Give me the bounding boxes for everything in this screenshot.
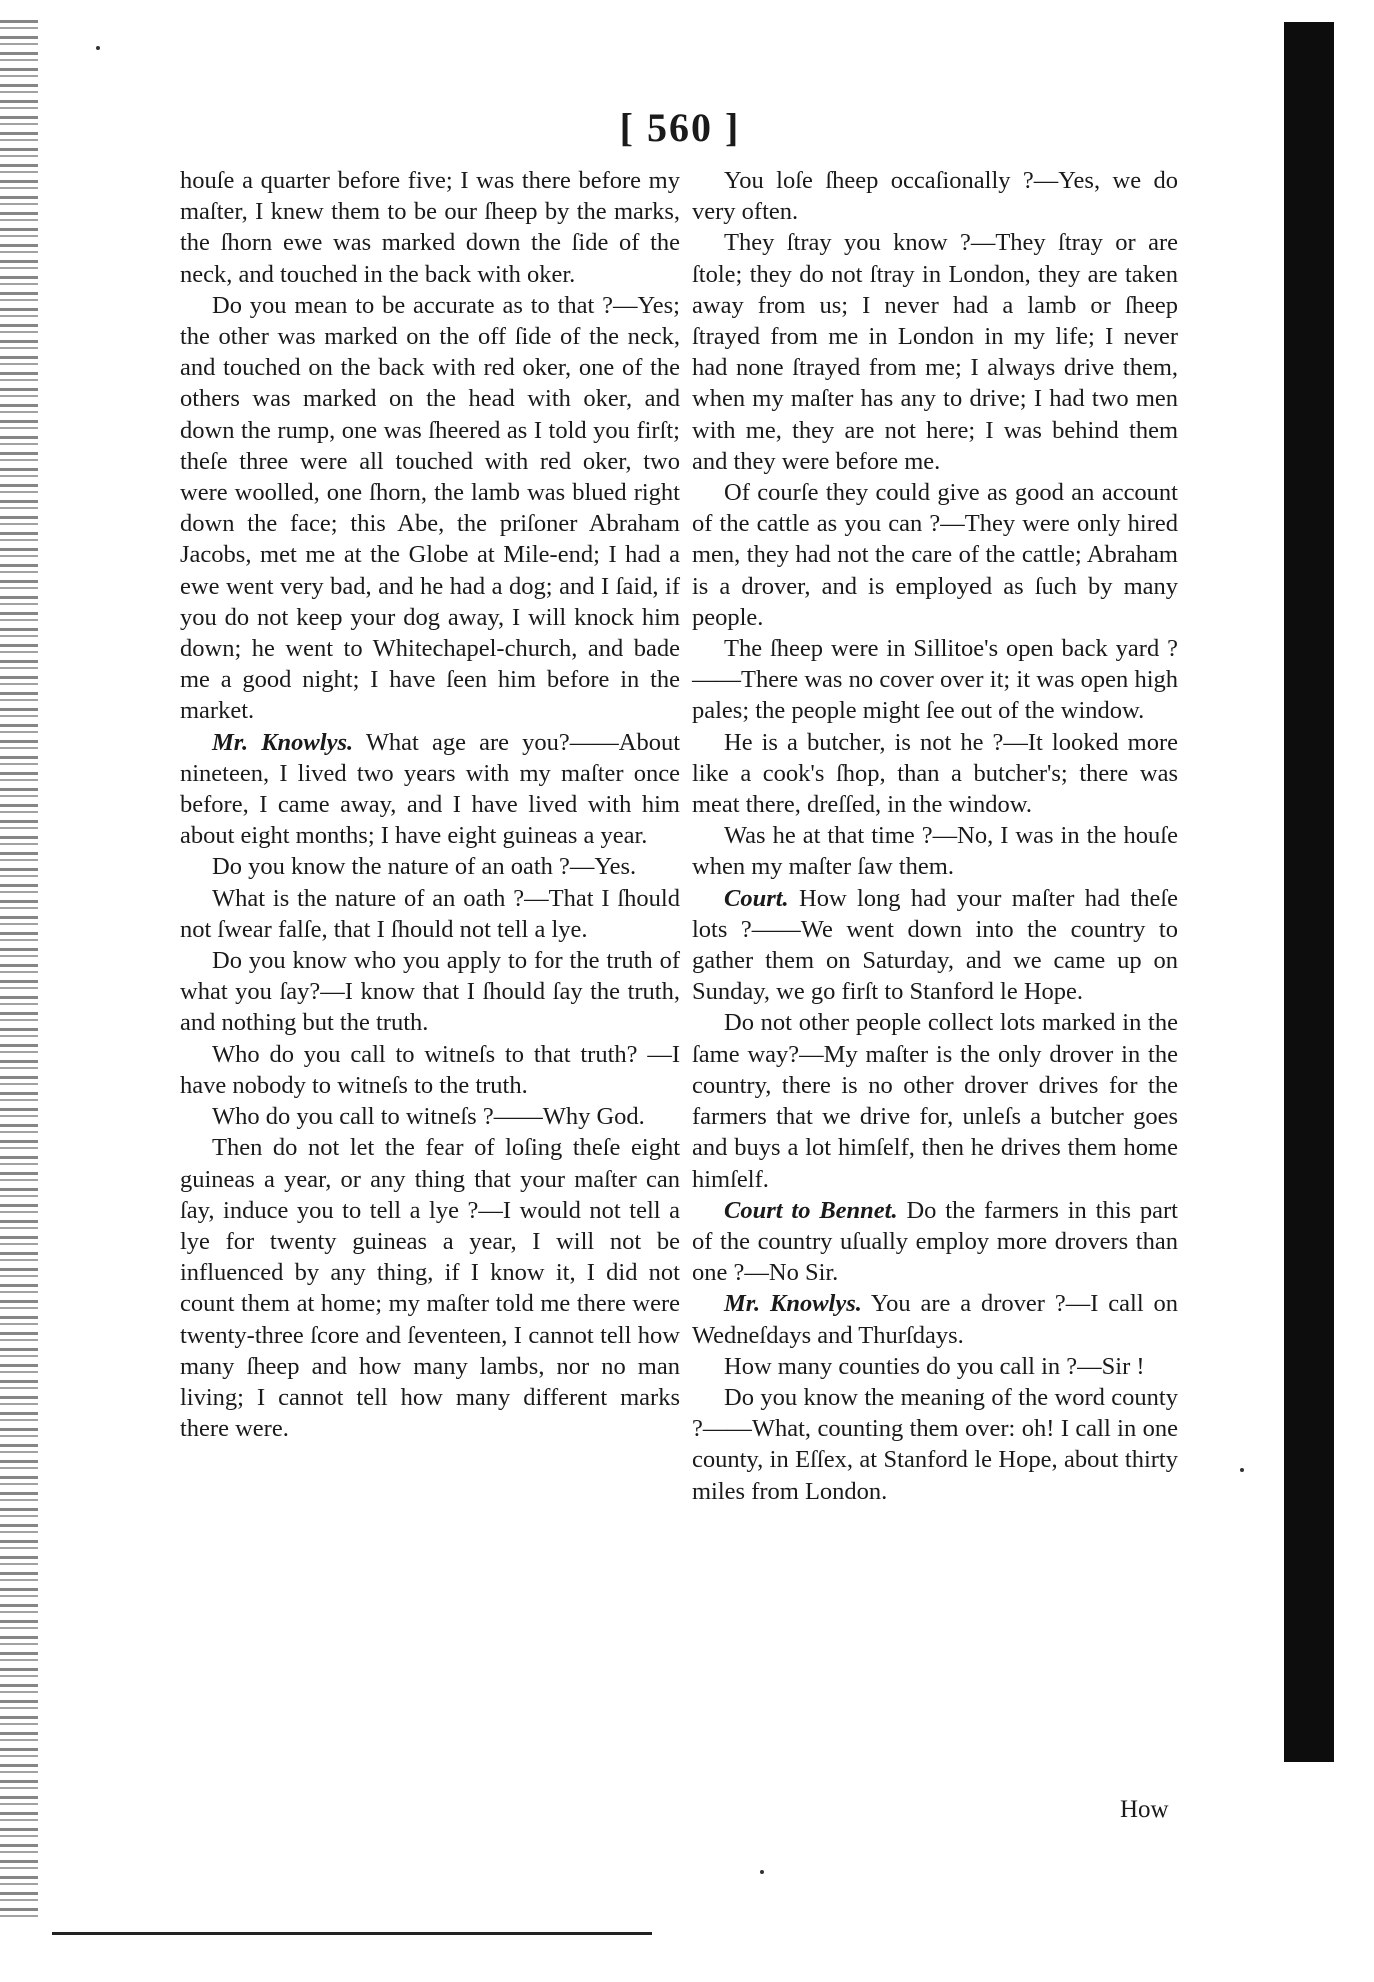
speaker-label: Court to Bennet. bbox=[724, 1196, 898, 1224]
paragraph bbox=[692, 1007, 1178, 1194]
paragraph-text: Do the farmers in this part of the country uſually employ more drovers than one ?—No Sir. bbox=[692, 1196, 1178, 1287]
scan-speck bbox=[760, 1870, 764, 1874]
paragraph bbox=[692, 1288, 1178, 1350]
paragraph-text: Who do you call to witneſs ?——Why God. bbox=[212, 1103, 645, 1131]
binding-edge bbox=[0, 20, 38, 1920]
speaker-label: Court. bbox=[724, 884, 789, 912]
paragraph bbox=[180, 1132, 680, 1444]
paragraph bbox=[692, 727, 1178, 821]
scan-speck bbox=[96, 46, 100, 50]
paragraph-text: He is a butcher, is not he ?—It looked more like a cook's ſhop, than a butcher's; there was meat there, dreſſed, in the window. bbox=[692, 728, 1178, 819]
paragraph-text: How many counties do you call in ?—Sir ! bbox=[724, 1352, 1145, 1380]
paragraph bbox=[692, 1382, 1178, 1507]
paragraph-text: They ſtray you know ?—They ſtray or are ſtole; they do not ſtray in London, they are taken away from us; I never had a lamb or ſheep ſtrayed from me in London in my life; I never had none ſtrayed from me; I always drive them, when my maſter has any to drive; I had two men with me, they are not here; I was behind them and they were before me. bbox=[692, 229, 1178, 475]
paragraph bbox=[692, 227, 1178, 477]
paragraph-text: Of courſe they could give as good an account of the cattle as you can ?—They were only hired men, they had not the care of the cattle; Abraham is a drover, and is employed as ſuch by many people. bbox=[692, 479, 1178, 631]
paragraph bbox=[180, 727, 680, 852]
paragraph bbox=[692, 477, 1178, 633]
right-column bbox=[692, 165, 1178, 1507]
paragraph-text: Do you know who you apply to for the truth of what you ſay?—I know that I ſhould ſay the truth, and nothing but the truth. bbox=[180, 947, 680, 1037]
paragraph-text: Do you know the nature of an oath ?—Yes. bbox=[212, 853, 637, 881]
paragraph bbox=[180, 165, 680, 290]
speaker-label: Mr. Knowlys. bbox=[212, 728, 354, 756]
paragraph-text: The ſheep were in Sillitoe's open back yard ?——There was no cover over it; it was open high pales; the people might ſee out of the window. bbox=[692, 635, 1178, 725]
paragraph-text: Was he at that time ?—No, I was in the houſe when my maſter ſaw them. bbox=[692, 822, 1178, 881]
scan-speck bbox=[1240, 1468, 1244, 1472]
paragraph bbox=[180, 1101, 680, 1132]
paragraph-text: Do you know the meaning of the word county ?——What, counting them over: oh! I call in one county, in Eſſex, at Stanford le Hope, about thirty miles from London. bbox=[692, 1383, 1178, 1505]
paragraph bbox=[692, 633, 1178, 727]
paragraph-text: What age are you?——About nineteen, I lived two years with my maſter once before, I came away, and I have lived with him about eight months; I have eight guineas a year. bbox=[180, 728, 681, 850]
paragraph-text: You are a drover ?—I call on Wedneſdays and Thurſdays. bbox=[692, 1290, 1179, 1349]
paragraph bbox=[692, 1351, 1178, 1382]
paragraph bbox=[692, 165, 1178, 227]
paragraph-text: You loſe ſheep occaſionally ?—Yes, we do very often. bbox=[692, 167, 1178, 226]
catchword: How bbox=[1120, 1796, 1169, 1823]
paragraph bbox=[692, 883, 1178, 1008]
paragraph bbox=[692, 820, 1178, 882]
paragraph bbox=[180, 1039, 680, 1101]
paragraph bbox=[180, 883, 680, 945]
paragraph bbox=[692, 1195, 1178, 1289]
left-column bbox=[180, 165, 680, 1444]
paragraph-text: What is the nature of an oath ?—That I ſhould not ſwear falſe, that I ſhould not tell a lye. bbox=[180, 884, 680, 943]
paragraph bbox=[180, 290, 680, 727]
bottom-rule bbox=[52, 1932, 652, 1935]
paragraph-text: How long had your maſter had theſe lots ?——We went down into the country to gather them on Saturday, and we came up on Sunday, we go firſt to Stanford le Hope. bbox=[692, 884, 1178, 1006]
paragraph bbox=[180, 851, 680, 882]
page-number: [ 560 ] bbox=[619, 105, 741, 150]
paragraph-text: Do you mean to be accurate as to that ?—Yes; the other was marked on the off ſide of the neck, and touched on the back with red oker, one of the others was marked on the head with oker, and down the rump, one was ſheered as I told you firſt; theſe three were all touched with red oker, two were woolled, one ſhorn, the lamb was blued right down the face; this Abe, the priſoner Abraham Jacobs, met me at the Globe at Mile-end; I had a ewe went very bad, and he had a dog; and I ſaid, if you do not keep your dog away, I will knock him down; he went to Whitechapel-church, and bade me a good night; I have ſeen him before in the market. bbox=[180, 291, 680, 725]
paragraph-text: houſe a quarter before five; I was there before my maſter, I knew them to be our ſheep by the marks, the ſhorn ewe was marked down the ſide of the neck, and touched in the back with oker. bbox=[180, 167, 680, 288]
paragraph-text: Then do not let the fear of loſing theſe eight guineas a year, or any thing that your maſter can ſay, induce you to tell a lye ?—I would not tell a lye for twenty guineas a year, I will not be influenced by any thing, if I know it, I did not count them at home; my maſter told me there were twenty-three ſcore and ſeventeen, I cannot tell how many ſheep and how many lambs, nor no man living; I cannot tell how many different marks there were. bbox=[180, 1134, 680, 1443]
scan-edge-shadow bbox=[1284, 22, 1334, 1762]
paragraph-text: Do not other people collect lots marked in the ſame way?—My maſter is the only drover in the country, there is no other drover drives for the farmers that we drive for, unleſs a butcher goes and buys a lot himſelf, then he drives them home himſelf. bbox=[692, 1009, 1178, 1193]
speaker-label: Mr. Knowlys. bbox=[724, 1290, 862, 1318]
paragraph bbox=[180, 945, 680, 1039]
paragraph-text: Who do you call to witneſs to that truth? —I have nobody to witneſs to the truth. bbox=[180, 1040, 680, 1099]
